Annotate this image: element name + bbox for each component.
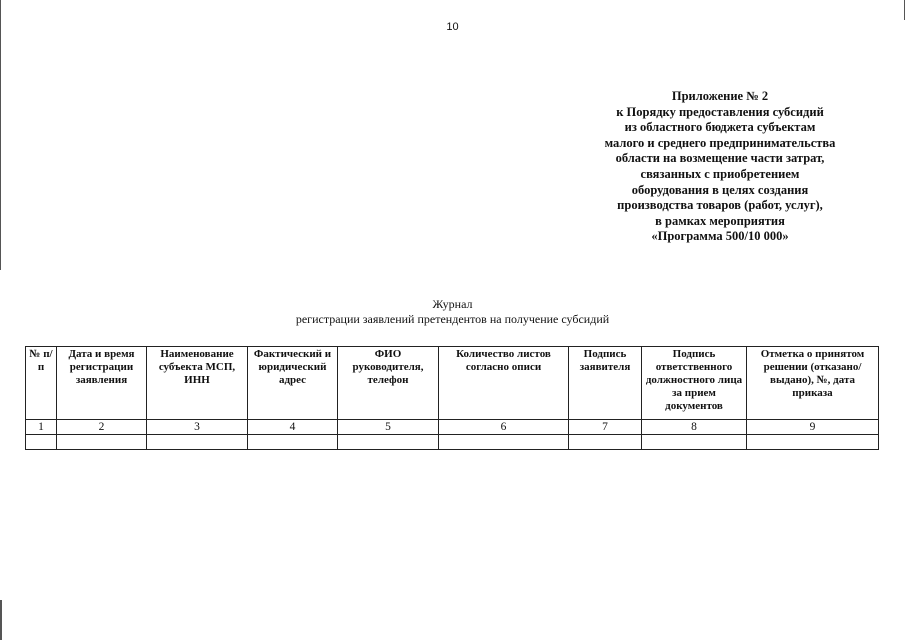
appendix-line: из областного бюджета субъектам <box>624 120 816 135</box>
appendix-line: в рамках мероприятия <box>655 213 785 228</box>
header-cell-director: ФИО руководителя, телефон <box>338 347 439 420</box>
column-number-cell: 5 <box>338 420 439 435</box>
empty-cell <box>338 435 439 450</box>
header-cell-date: Дата и время регистрации заявления <box>57 347 147 420</box>
column-number-cell: 1 <box>26 420 57 435</box>
column-number-cell: 7 <box>569 420 642 435</box>
empty-cell <box>747 435 879 450</box>
empty-cell <box>57 435 147 450</box>
scan-edge-mark <box>0 0 1 270</box>
appendix-program-name: «Программа 500/10 000» <box>651 229 789 244</box>
empty-cell <box>147 435 248 450</box>
appendix-title: Приложение № 2 <box>671 89 769 103</box>
header-cell-address: Фактический и юридический адрес <box>248 347 338 420</box>
empty-entry-row <box>26 435 879 450</box>
column-number-cell: 9 <box>747 420 879 435</box>
appendix-line: к Порядку предоставления субсидий <box>616 104 824 119</box>
header-cell-decision: Отметка о принятом решении (отказано/выдано), №, дата приказа <box>747 347 879 420</box>
column-number-cell: 8 <box>642 420 747 435</box>
header-cell-name: Наименование субъекта МСП, ИНН <box>147 347 248 420</box>
header-cell-number: № п/п <box>26 347 57 420</box>
appendix-line: производства товаров (работ, услуг), <box>617 198 823 213</box>
appendix-line: связанных с приобретением <box>640 166 800 181</box>
empty-cell <box>248 435 338 450</box>
empty-cell <box>569 435 642 450</box>
header-cell-official-signature: Подпись ответственного должностного лица за прием документов <box>642 347 747 420</box>
page-number: 10 <box>446 21 459 33</box>
registration-table <box>25 346 879 450</box>
journal-title: Журнал <box>432 297 473 311</box>
empty-cell <box>26 435 57 450</box>
column-number-cell: 3 <box>147 420 248 435</box>
header-cell-sheets: Количество листов согласно описи <box>439 347 569 420</box>
appendix-line: малого и среднего предпринимательства <box>604 135 836 150</box>
empty-cell <box>642 435 747 450</box>
column-number-cell: 2 <box>57 420 147 435</box>
table-header-row <box>26 347 879 420</box>
appendix-line: области на возмещение части затрат, <box>615 151 825 166</box>
appendix-line: оборудования в целях создания <box>631 182 809 197</box>
empty-cell <box>439 435 569 450</box>
journal-subtitle: регистрации заявлений претендентов на получение субсидий <box>295 312 610 326</box>
appendix-header <box>570 89 870 245</box>
column-number-cell: 4 <box>248 420 338 435</box>
journal-heading <box>0 297 905 327</box>
column-number-cell: 6 <box>439 420 569 435</box>
column-number-row <box>26 420 879 435</box>
scan-edge-mark <box>0 600 2 640</box>
header-cell-applicant-signature: Подпись заявителя <box>569 347 642 420</box>
